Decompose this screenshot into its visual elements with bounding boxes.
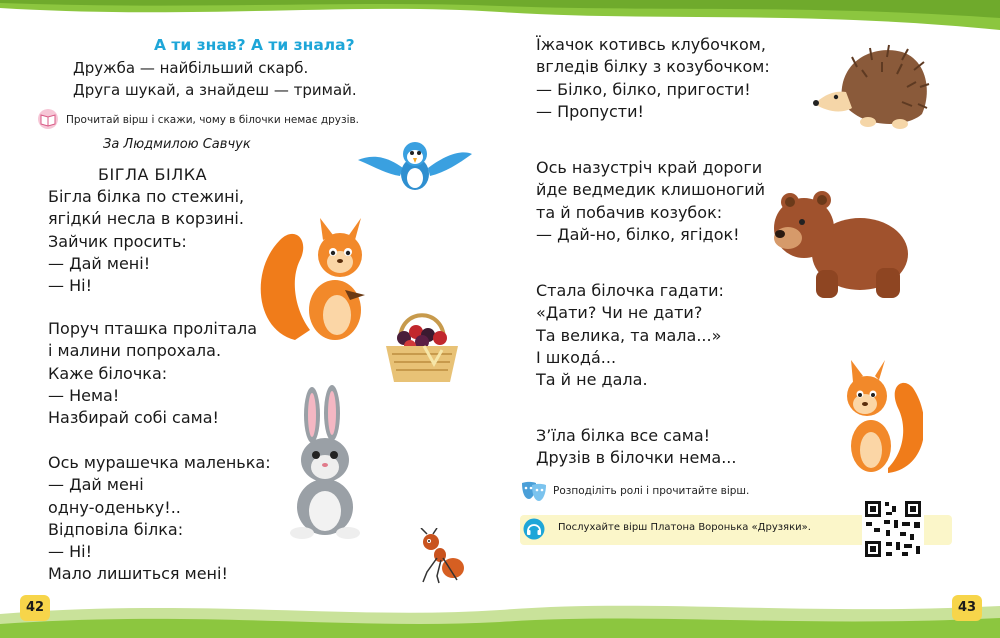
poem-line: — Дай-но, білко, ягідок! [536, 224, 740, 244]
poem-line: Їжачок котивсь клубочком, [536, 35, 766, 54]
roles-task: Розподіліть ролі і прочитайте вірш. [553, 485, 750, 497]
quote-line: Дружба — найбільший скарб. [73, 59, 309, 77]
poem-line: Ось мурашечка маленька: [48, 453, 271, 472]
qr-code[interactable] [862, 498, 924, 560]
poem-line: Бігла білка по стежині, [48, 187, 245, 206]
poem-line: Відповіла білка: [48, 519, 184, 539]
poem-stanza [48, 186, 244, 297]
author-line: За Людмилою Савчук [103, 137, 251, 152]
quote-line: Друга шукай, а знайдеш — тримай. [73, 81, 357, 100]
poem-line: І шкода́... [536, 347, 617, 367]
page-number-left: 42 [20, 595, 50, 621]
poem-line: і малини попрохала. [48, 341, 222, 361]
poem-line: — Ні! [48, 276, 92, 296]
book-icon [37, 109, 59, 129]
bear-illustration [772, 188, 912, 300]
poem-stanza [536, 280, 724, 391]
poem-line: Ось назустріч край дороги [536, 158, 763, 177]
poem-line: — Ні! [48, 542, 92, 562]
poem-line: — Білко, білко, пригости! [536, 79, 751, 99]
poem-line: Мало лишиться мені! [48, 564, 228, 584]
headphones-icon [523, 518, 545, 540]
page-number-right: 43 [952, 595, 982, 621]
poem-line: — Дай мені! [48, 253, 151, 273]
poem-title: БІГЛА БІЛКА [98, 165, 208, 184]
poem-line: — Пропусти! [536, 101, 644, 121]
did-you-know-heading: А ти знав? А ти знала? [154, 36, 355, 54]
poem-line: Стала білочка гадати: [536, 281, 724, 300]
top-green-band [0, 0, 1000, 40]
poem-line: Зайчик просить: [48, 231, 187, 251]
poem-line: та й побачив козубок: [536, 202, 723, 222]
listen-text: Послухайте вірш Платона Воронька «Друзяки». [558, 522, 811, 533]
poem-line: З’їла білка все сама! [536, 426, 711, 445]
squirrel-right-illustration [843, 358, 923, 478]
poem-line: Друзів в білочки нема... [536, 448, 737, 468]
poem-stanza [536, 157, 765, 246]
poem-line: Каже білочка: [48, 363, 168, 383]
poem-line: одну-оденьку!.. [48, 497, 181, 517]
squirrel-illustration [255, 210, 375, 345]
poem-line: — Дай мені [48, 475, 144, 495]
bird-illustration [358, 138, 473, 198]
poem-stanza [48, 452, 271, 586]
hare-illustration [280, 385, 370, 540]
poem-stanza [536, 425, 736, 470]
hedgehog-illustration [812, 42, 930, 130]
poem-line: ягідки́ несла в корзині. [48, 209, 244, 229]
poem-line: йде ведмедик клишоногий [536, 180, 766, 200]
poem-line: — Нема! [48, 385, 120, 405]
poem-stanza [48, 318, 257, 429]
poem-line: «Дати? Чи не дати? [536, 303, 703, 323]
poem-line: Та велика, та мала...» [536, 325, 722, 345]
read-task: Прочитай вірш і скажи, чому в білочки немає друзів. [66, 114, 360, 126]
poem-stanza [536, 34, 770, 123]
masks-icon [520, 479, 548, 503]
berry-basket-illustration [382, 302, 462, 384]
poem-line: Та й не дала. [536, 370, 648, 390]
friendship-quote [73, 57, 357, 102]
poem-line: вгледів білку з козубочком: [536, 57, 770, 77]
ant-illustration [413, 528, 467, 584]
bottom-green-band [0, 590, 1000, 638]
poem-line: Поруч пташка пролітала [48, 319, 257, 338]
poem-line: Назбирай собі сама! [48, 408, 219, 428]
